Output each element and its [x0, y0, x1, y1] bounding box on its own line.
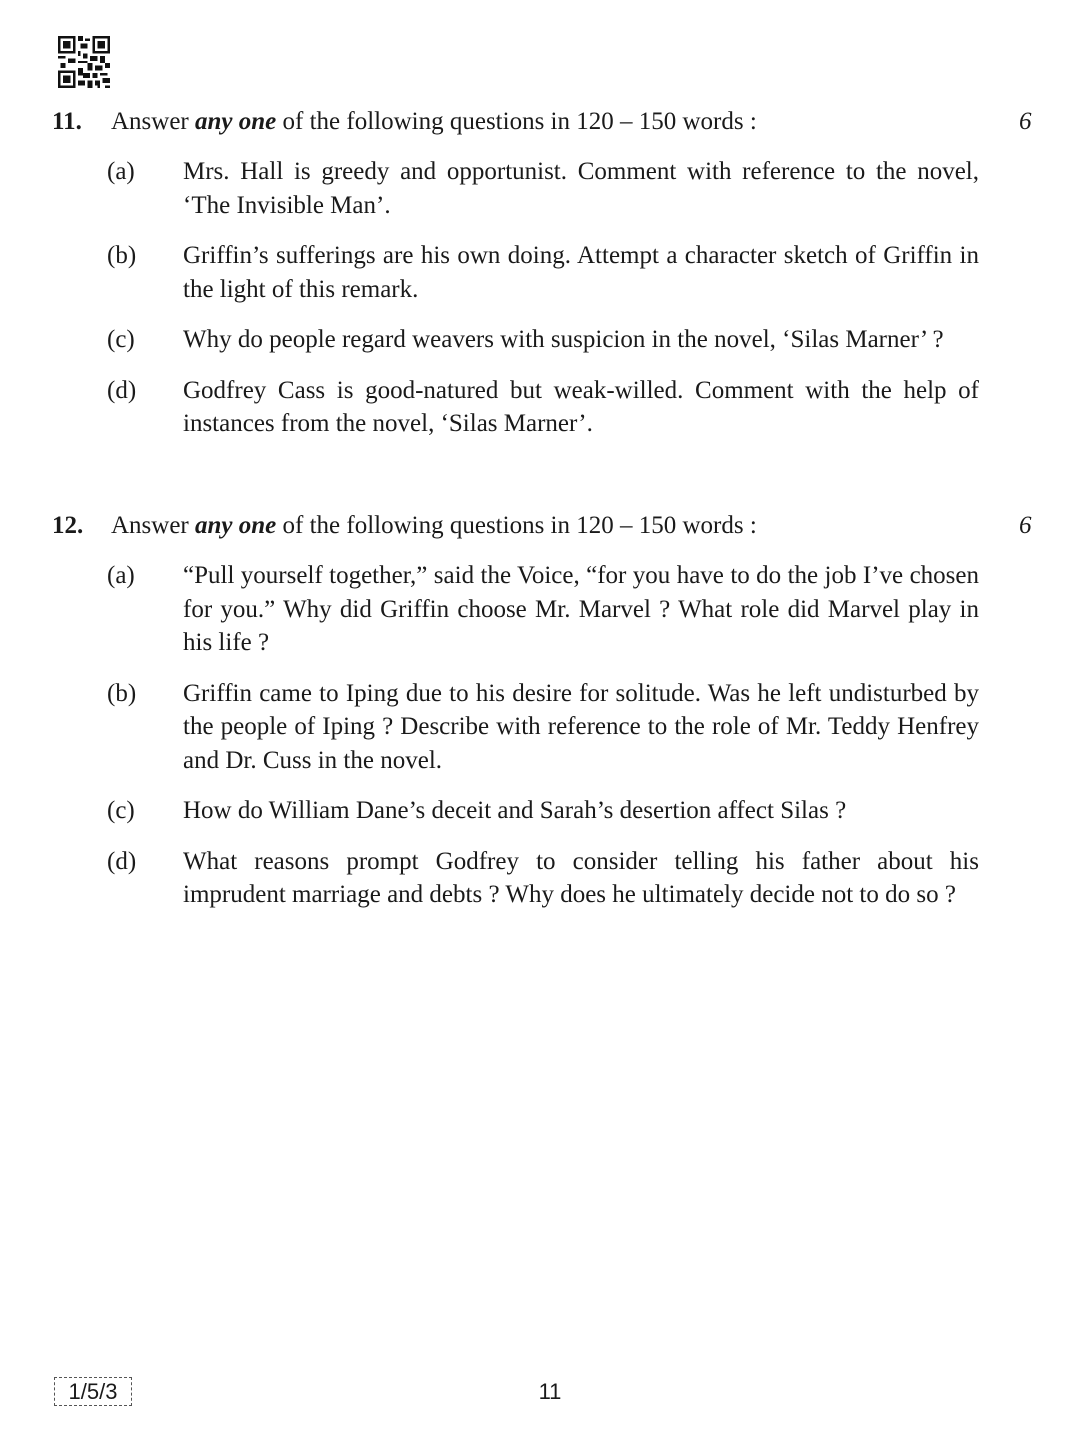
option-d	[0, 845, 1091, 912]
emphasis-text: any one	[195, 512, 277, 539]
option-d	[0, 374, 1091, 441]
option-c	[0, 794, 1091, 828]
option-text: Why do people regard weavers with suspicion in the novel, ‘Silas Marner’ ?	[183, 326, 944, 353]
option-label: (a)	[107, 562, 135, 589]
option-label: (b)	[107, 242, 137, 269]
question-number: 12.	[52, 512, 84, 539]
qr-code-icon	[58, 36, 110, 88]
option-text: Godfrey Cass is good-natured but weak-willed. Comment with the help of instances from the novel, ‘Silas Marner’.	[183, 376, 979, 437]
option-label: (a)	[107, 158, 135, 185]
option-text: Mrs. Hall is greedy and opportunist. Comment with reference to the novel, ‘The Invisible Man’.	[183, 158, 979, 219]
option-a	[0, 559, 1091, 660]
question-12	[0, 509, 1091, 912]
emphasis-text: any one	[195, 108, 277, 135]
option-b	[0, 239, 1091, 306]
option-label: (c)	[107, 797, 135, 824]
option-text: Griffin’s sufferings are his own doing. Attempt a character sketch of Griffin in the light of this remark.	[183, 242, 979, 303]
question-instruction: Answer any one of the following questions in 120 – 150 words :	[111, 108, 757, 135]
option-text: Griffin came to Iping due to his desire for solitude. Was he left undisturbed by the people of Iping ? Describe with reference to the role of Mr. Teddy Henfrey and Dr. Cuss in the novel.	[183, 679, 979, 774]
option-text: “Pull yourself together,” said the Voice, “for you have to do the job I’ve chosen for you.” Why did Griffin choose Mr. Marvel ? What role did Marvel play in his life ?	[183, 562, 979, 656]
question-marks: 6	[1019, 108, 1032, 135]
question-11	[0, 105, 1091, 441]
option-label: (d)	[107, 847, 137, 875]
question-header	[0, 105, 1091, 139]
option-text: What reasons prompt Godfrey to consider telling his father about his imprudent marriage and debts ? Why does he ultimately decide not to do so ?	[183, 847, 979, 908]
option-label: (d)	[107, 376, 137, 404]
option-a	[0, 155, 1091, 222]
option-label: (b)	[107, 679, 137, 707]
question-instruction: Answer any one of the following questions in 120 – 150 words :	[111, 512, 757, 539]
option-label: (c)	[107, 326, 135, 353]
page-number: 11	[538, 1379, 562, 1404]
option-b	[0, 677, 1091, 778]
question-marks: 6	[1019, 512, 1032, 539]
option-text: How do William Dane’s deceit and Sarah’s desertion affect Silas ?	[183, 797, 847, 824]
question-number: 11.	[52, 108, 82, 135]
question-header	[0, 509, 1091, 543]
paper-code: 1/5/3	[54, 1377, 132, 1406]
option-c	[0, 323, 1091, 357]
